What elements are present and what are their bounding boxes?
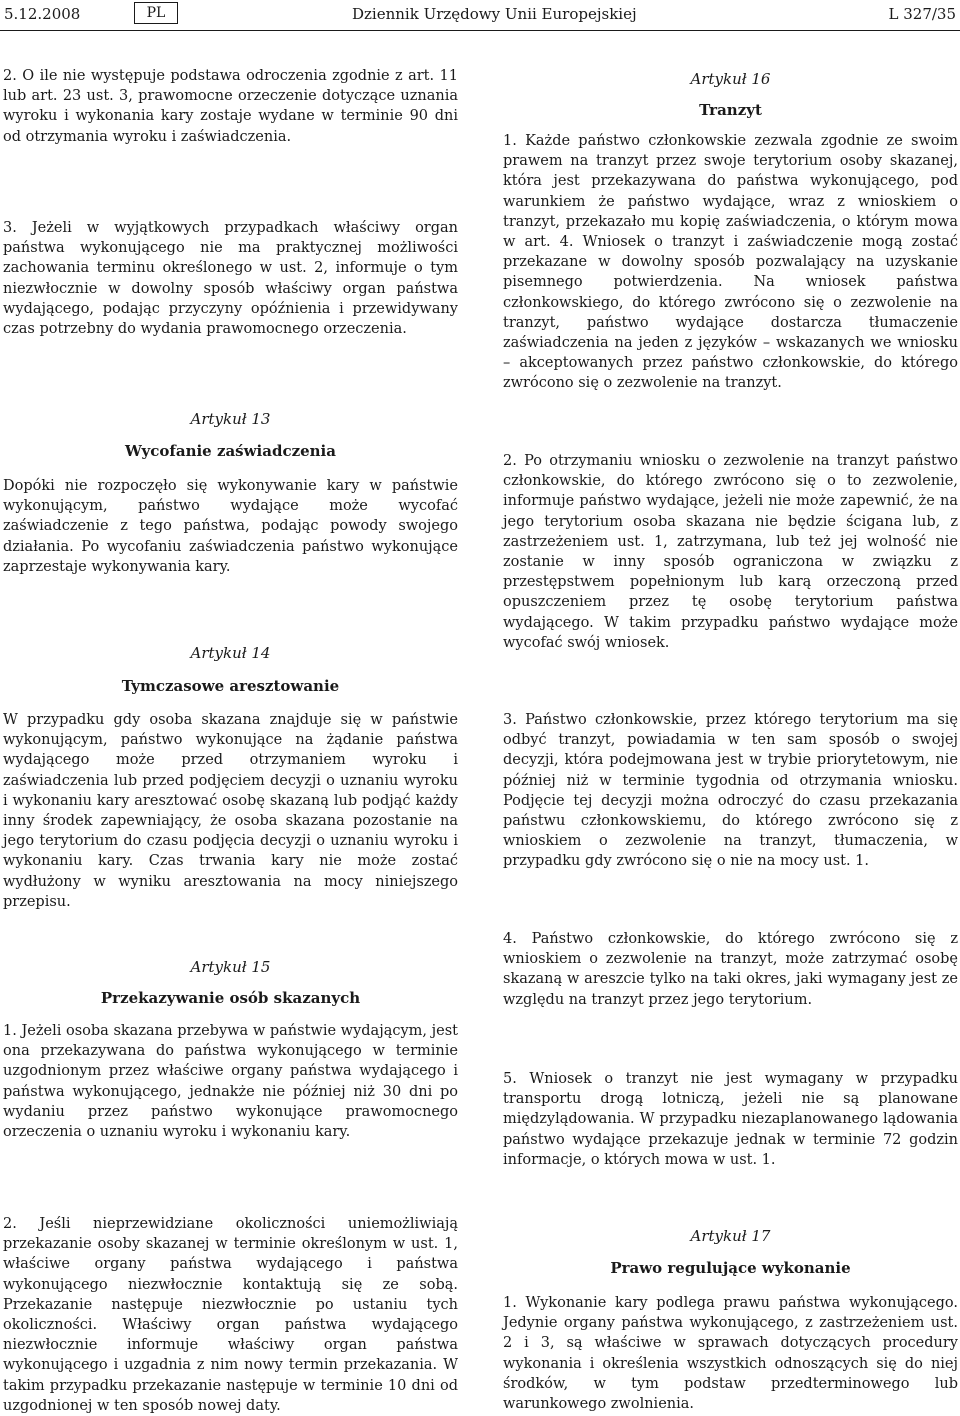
article-16-number: Artykuł 16: [690, 70, 771, 88]
paragraph-3: 3. Jeżeli w wyjątkowych przypadkach właściwy organ państwa wykonującego nie ma praktycznej możliwości zachowania terminu określonego w ust. 2, informuje o tym niezwłocznie w dowolny sposób właściwy organ państwa wydającego, podając przyczyny opóźnienia i przewidywany czas potrzebny do wydania prawomocnego orzeczenia.: [3, 220, 458, 338]
article-16-title: Tranzyt: [699, 101, 762, 119]
article-16-paragraph-5: 5. Wniosek o tranzyt nie jest wymagany w przypadku transportu drogą lotniczą, jeżeli nie są planowane międzylądowania. W przypadku niezaplanowanego lądowania państwo wydające przekazuje jednak w terminie 72 godzin informacje, o których mowa w ust. 1.: [503, 1071, 958, 1168]
article-15-number: Artykuł 15: [190, 958, 271, 976]
publication-date: 5.12.2008: [4, 5, 81, 23]
article-14-title: Tymczasowe aresztowanie: [121, 677, 340, 695]
article-13-number: Artykuł 13: [190, 410, 271, 428]
article-16-paragraph-2: 2. Po otrzymaniu wniosku o zezwolenie na tranzyt państwo członkowskie, do którego zwrócono się o to zezwolenie, informuje państwo wydające, jeżeli nie może zapewnić, że na jego terytorium osoba skazana nie będzie ścigana lub, z zastrzeżeniem ust. 1, zatrzymana, lub też jej wolność nie zostanie w inny sposób ograniczona w związku z przestępstwem popełnionym lub karą orzeczoną przed opuszczeniem przez tę osobę terytorium państwa wydającego. W takim przypadku państwo wydające może wycofać swój wniosek.: [503, 453, 958, 651]
article-13-title: Wycofanie zaświadczenia: [125, 442, 336, 460]
page-reference: L 327/35: [888, 5, 956, 23]
article-13-text: Dopóki nie rozpoczęło się wykonywanie kary w państwie wykonującym, państwo wydające może wycofać zaświadczenie z tego państwa, podając powody swojego działania. Po wycofaniu zaświadczenia państwo wykonujące zaprzestaje wykonywania kary.: [3, 478, 458, 575]
article-16-paragraph-1: 1. Każde państwo członkowskie zezwala zgodnie ze swoim prawem na tranzyt przez swoje terytorium osoby skazanej, która jest przekazywana do państwa wykonującego, pod warunkiem że państwo wydające, wraz z wnioskiem o tranzyt, przekazało mu kopię zaświadczenia, o którym mowa w art. 4. Wniosek o tranzyt i zaświadczenie mogą zostać przekazane w dowolny sposób pozwalający na uzyskanie pisemnego potwierdzenia. Na wniosek państwa członkowskiego, do którego zwrócono się o zezwolenie na tranzyt, państwo wydające dostarcza tłumaczenie zaświadczenia na jeden z języków – wskazanych we wniosku – akceptowanych przez państwo członkowskie, do którego zwrócono się o zezwolenie na tranzyt.: [503, 133, 958, 392]
article-15-title: Przekazywanie osób skazanych: [100, 989, 361, 1007]
article-16-paragraph-4: 4. Państwo członkowskie, do którego zwrócono się z wnioskiem o zezwolenie na tranzyt, może zatrzymać osobę skazaną w areszcie tylko na taki okres, jaki wymagany jest ze względu na tranzyt przez jego terytorium.: [503, 931, 958, 1008]
article-14-number: Artykuł 14: [190, 644, 271, 662]
language-badge: PL: [134, 2, 178, 24]
article-15-paragraph-1: 1. Jeżeli osoba skazana przebywa w państwie wydającym, jest ona przekazywana do państwa wykonującego w terminie uzgodnionym przez właściwe organy państwa wydającego i państwa wykonującego, jednakże nie później niż 30 dni po wydaniu przez państwo wykonujące prawomocnego orzeczenia o uznaniu wyroku i wykonaniu kary.: [3, 1023, 458, 1141]
article-14-text: W przypadku gdy osoba skazana znajduje się w państwie wykonującym, państwo wykonujące na żądanie państwa wydającego może przed otrzymaniem wyroku i zaświadczenia lub przed podjęciem decyzji o uznaniu wyroku i wykonaniu kary aresztować osobę skazaną lub podjąć każdy inny środek zapewniający, że osoba skazana pozostanie na jego terytorium do czasu podjęcia decyzji o uznaniu wyroku i wykonaniu kary. Czas trwania kary nie może zostać wydłużony w wyniku aresztowania na mocy niniejszego przepisu.: [3, 712, 458, 910]
article-17-title: Prawo regulujące wykonanie: [610, 1259, 851, 1277]
article-17-paragraph-1: 1. Wykonanie kary podlega prawu państwa wykonującego. Jedynie organy państwa wykonującego, z zastrzeżeniem ust. 2 i 3, są właściwe w sprawach dotyczących procedury wykonania i określenia wszystkich odnoszących się do niej środków, w tym podstaw przedterminowego lub warunkowego zwolnienia.: [503, 1295, 958, 1413]
article-16-paragraph-3: 3. Państwo członkowskie, przez którego terytorium ma się odbyć tranzyt, powiadamia w ten sam sposób o swojej decyzji, która podejmowana jest w trybie priorytetowym, nie później niż w terminie tygodnia od otrzymania wniosku. Podjęcie tej decyzji można odroczyć do czasu przekazania państwu członkowskiemu, do którego zwrócono się z wnioskiem o zezwolenie na tranzyt, tłumaczenia, w przypadku gdy zwrócono się o nie na mocy ust. 1.: [503, 712, 958, 870]
article-15-paragraph-2: 2. Jeśli nieprzewidziane okoliczności uniemożliwiają przekazanie osoby skazanej w terminie określonym w ust. 1, właściwe organy państwa wydającego i państwa wykonującego niezwłocznie kontaktują się ze sobą. Przekazanie następuje niezwłocznie po ustaniu tych okoliczności. Właściwy organ państwa wydającego niezwłocznie informuje właściwy organ państwa wykonującego i uzgadnia z nim nowy termin przekazania. W takim przypadku przekazanie następuje w terminie 10 dni od uzgodnionej w ten sposób nowej daty.: [3, 1216, 458, 1414]
article-17-number: Artykuł 17: [690, 1227, 771, 1245]
paragraph-2: 2. O ile nie występuje podstawa odroczenia zgodnie z art. 11 lub art. 23 ust. 3, prawomocne orzeczenie dotyczące uznania wyroku i wykonania kary zostaje wydane w terminie 90 dni od otrzymania wyroku i zaświadczenia.: [3, 68, 458, 145]
journal-title: Dziennik Urzędowy Unii Europejskiej: [352, 5, 637, 23]
header-rule: [0, 30, 960, 31]
page-header: [0, 0, 960, 34]
